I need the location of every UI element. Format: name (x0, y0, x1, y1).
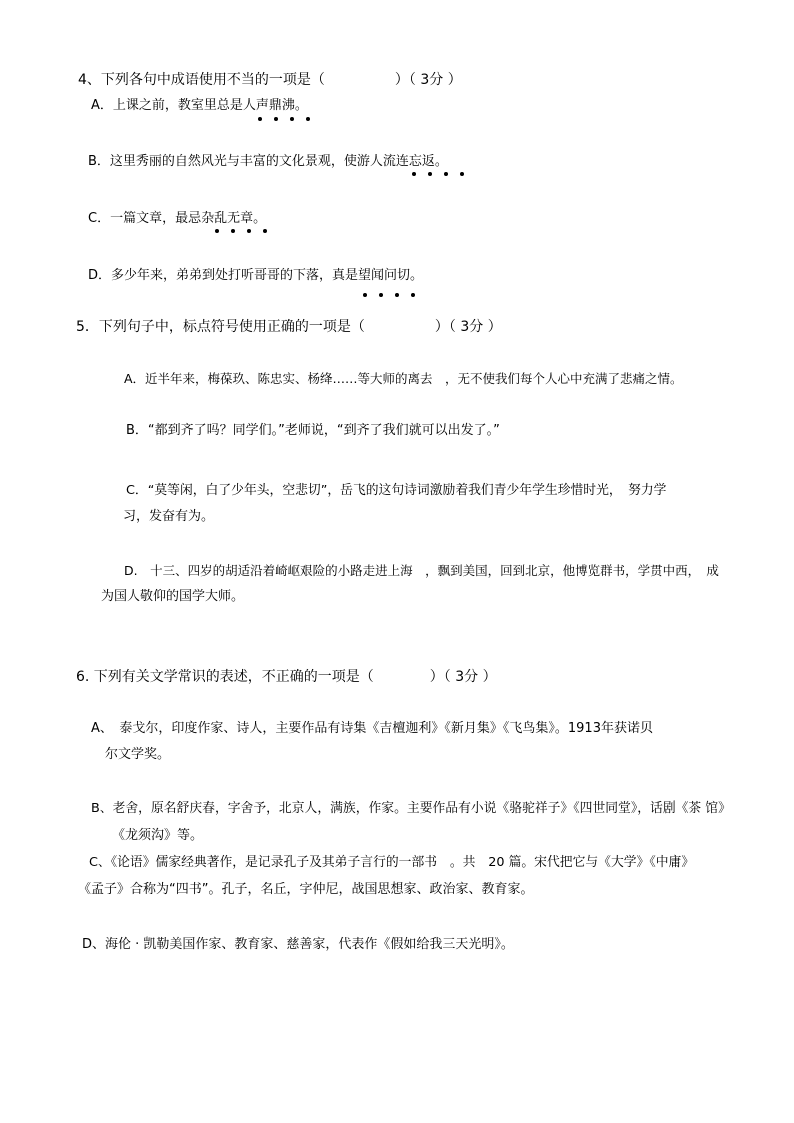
question-5-option-a: A．近半年来，梅葆玖、陈忠实、杨绛……等大师的离去 ，无不使我们每个人心中充满了悲痛之情。 (124, 371, 683, 386)
question-6-option-b-line2: 《龙须沟》等。 (112, 828, 204, 843)
question-4-title: 4、下列各句中成语使用不当的一项是（ ）（ 3分 ） (78, 72, 462, 88)
question-6-option-c-line2: 《孟子》合称为“四书”。孔子，名丘，字仲尼，战国思想家、政治家、教育家。 (78, 882, 534, 897)
question-6-title: 6. 下列有关文学常识的表述，不正确的一项是（ ）（ 3分 ） (76, 669, 497, 685)
question-5-option-d-line2: 为国人敬仰的国学大师。 (101, 589, 245, 604)
question-5-title: 5．下列句子中，标点符号使用正确的一项是（ ）（ 3分 ） (76, 319, 502, 335)
question-5-option-d-line1: D. 十三、四岁的胡适沿着崎岖艰险的小路走进上海 ，飘到美国，回到北京，他博览群书，学贯中西， 成 (124, 563, 719, 578)
question-5-option-c-line2: 习，发奋有为。 (123, 509, 215, 524)
emphasis-dots-d (363, 293, 427, 297)
question-6-option-a-line2: 尔文学奖。 (105, 747, 171, 762)
question-4-option-b: B．这里秀丽的自然风光与丰富的文化景观，使游人流连忘返。 (88, 154, 448, 169)
question-6-option-c-line1: C、《论语》儒家经典著作，是记录孔子及其弟子言行的一部书 。共 20 篇。宋代把它与《大学》《中庸》 (89, 855, 695, 870)
question-5-option-c-line1: C．“莫等闲，白了少年头，空悲切”，岳飞的这句诗词激励着我们青少年学生珍惜时光， 努力学 (126, 483, 667, 498)
question-6-option-b-line1: B、老舍，原名舒庆春，字舍予，北京人，满族，作家。主要作品有小说《骆驼祥子》《四世同堂》，话剧《茶 馆》 (91, 801, 731, 816)
question-4-option-d: D．多少年来，弟弟到处打听哥哥的下落，真是望闻问切。 (88, 268, 424, 283)
emphasis-dots-b (412, 172, 476, 176)
emphasis-dots-a (258, 117, 322, 121)
question-6-option-d: D、海伦 · 凯勒美国作家、教育家、慈善家，代表作《假如给我三天光明》。 (82, 937, 514, 952)
emphasis-dots-c (215, 229, 279, 233)
question-4-option-a: A．上课之前，教室里总是人声鼎沸。 (91, 98, 308, 113)
question-5-option-b: B．“都到齐了吗？同学们。”老师说，“到齐了我们就可以出发了。” (126, 423, 500, 438)
question-6-option-a-line1: A、 泰戈尔，印度作家、诗人，主要作品有诗集《吉檀迦利》《新月集》《飞鸟集》。1913年获诺贝 (91, 721, 653, 736)
question-4-option-c: C．一篇文章，最忌杂乱无章。 (88, 211, 267, 226)
